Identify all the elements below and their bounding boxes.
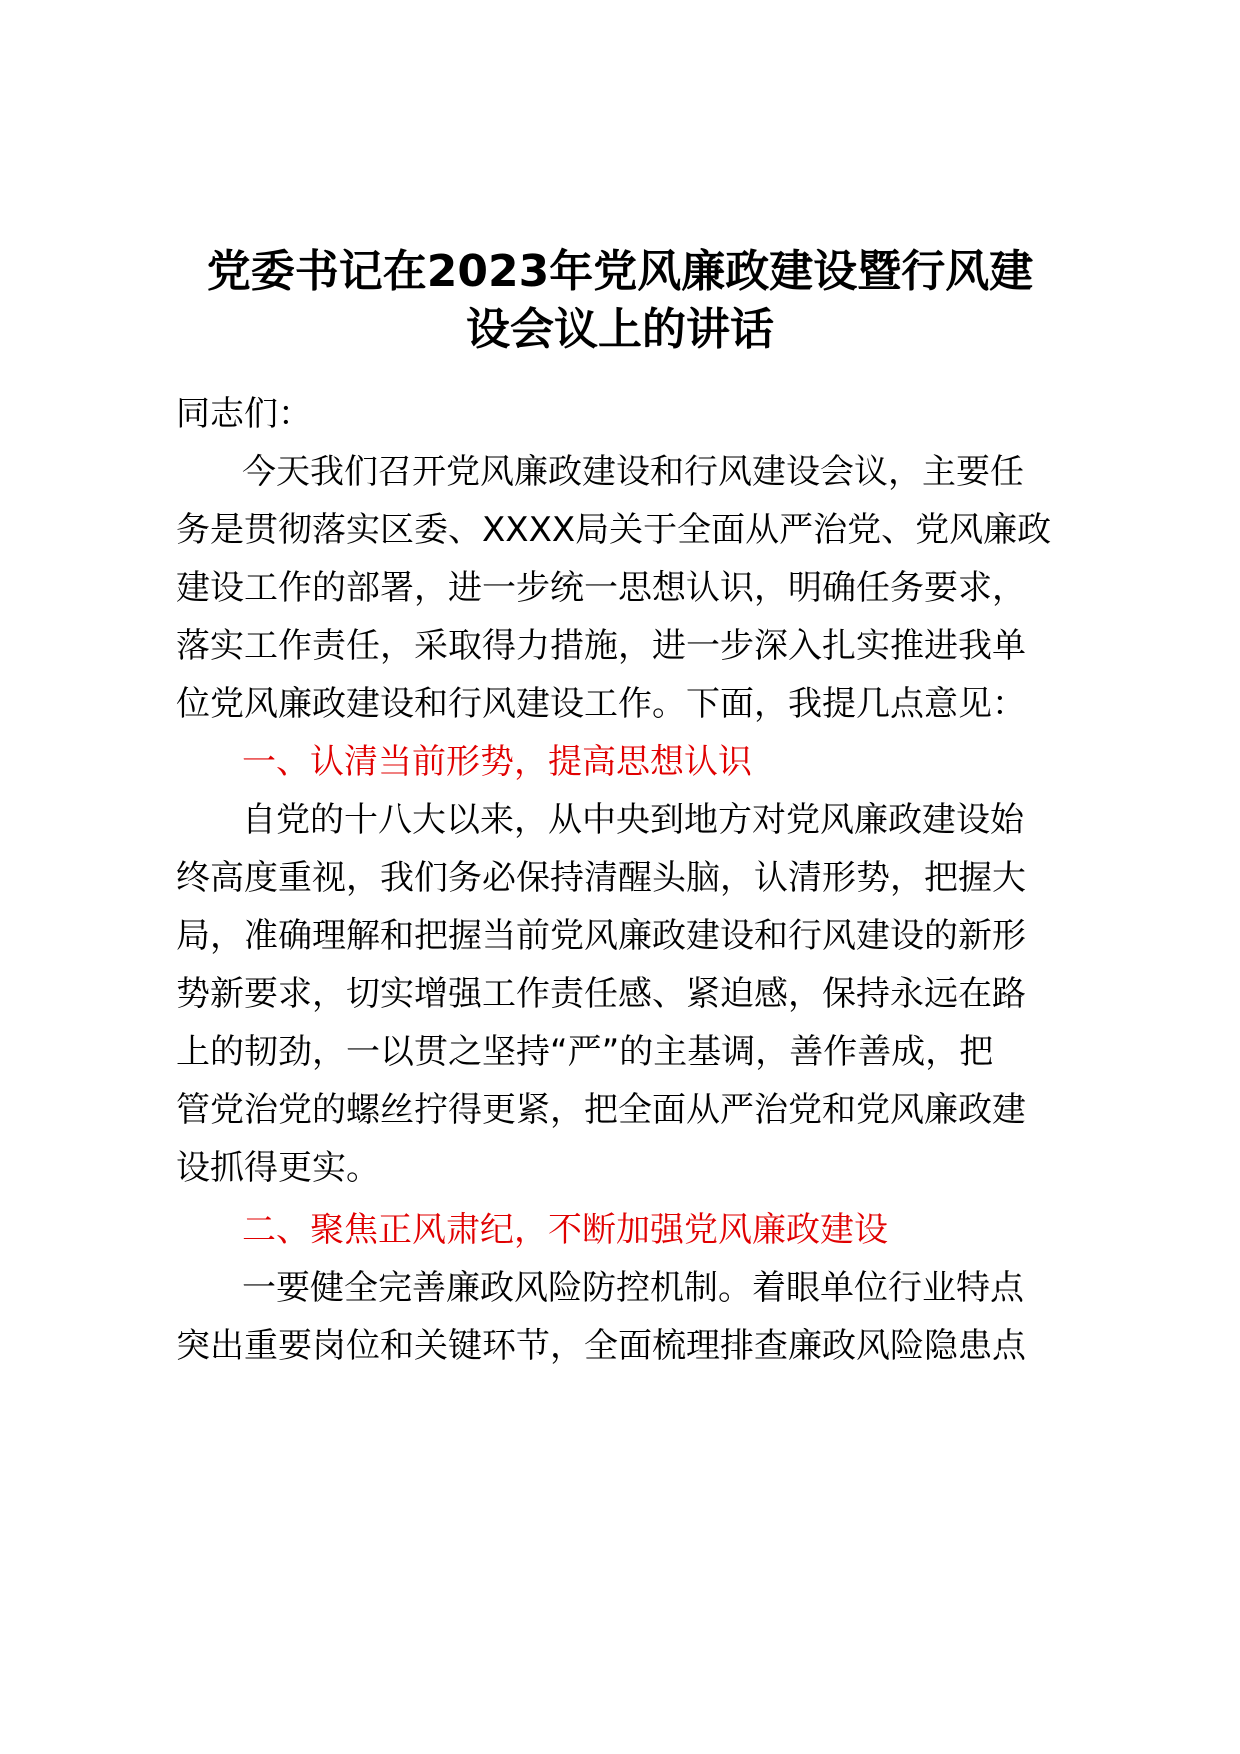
intro-line: 今天我们召开党风廉政建设和行风建设会议，主要任 — [242, 452, 1024, 492]
intro-line: 务是贯彻落实区委、XXXX局关于全面从严治党、党风廉政 — [176, 510, 1052, 550]
intro-line: 落实工作责任，采取得力措施，进一步深入扎实推进我单 — [176, 626, 1026, 666]
document-title-line-1: 党委书记在2023年党风廉政建设暨行风建 — [206, 246, 1034, 297]
section-1-line: 局，准确理解和把握当前党风廉政建设和行风建设的新形 — [176, 916, 1026, 956]
document-title-line-2: 设会议上的讲话 — [466, 304, 774, 355]
section-1-line: 自党的十八大以来，从中央到地方对党风廉政建设始 — [242, 800, 1024, 840]
intro-line: 位党风廉政建设和行风建设工作。下面，我提几点意见： — [176, 684, 1026, 724]
section-1-line: 管党治党的螺丝拧得更紧，把全面从严治党和党风廉政建 — [176, 1090, 1026, 1130]
section-1-line: 上的韧劲，一以贯之坚持“严”的主基调，善作善成，把 — [176, 1032, 994, 1072]
section-2-line: 突出重要岗位和关键环节，全面梳理排查廉政风险隐患点 — [176, 1326, 1026, 1366]
section-1-line: 势新要求，切实增强工作责任感、紧迫感，保持永远在路 — [176, 974, 1026, 1014]
salutation: 同志们： — [176, 394, 312, 434]
section-1-line: 设抓得更实。 — [176, 1148, 380, 1188]
section-1-line: 终高度重视，我们务必保持清醒头脑，认清形势，把握大 — [176, 858, 1026, 898]
section-2-line: 一要健全完善廉政风险防控机制。着眼单位行业特点 — [242, 1268, 1024, 1308]
section-2-heading: 二、聚焦正风肃纪，不断加强党风廉政建设 — [242, 1210, 888, 1250]
section-1-heading: 一、认清当前形势，提高思想认识 — [242, 742, 752, 782]
intro-line: 建设工作的部署，进一步统一思想认识，明确任务要求， — [176, 568, 1026, 608]
